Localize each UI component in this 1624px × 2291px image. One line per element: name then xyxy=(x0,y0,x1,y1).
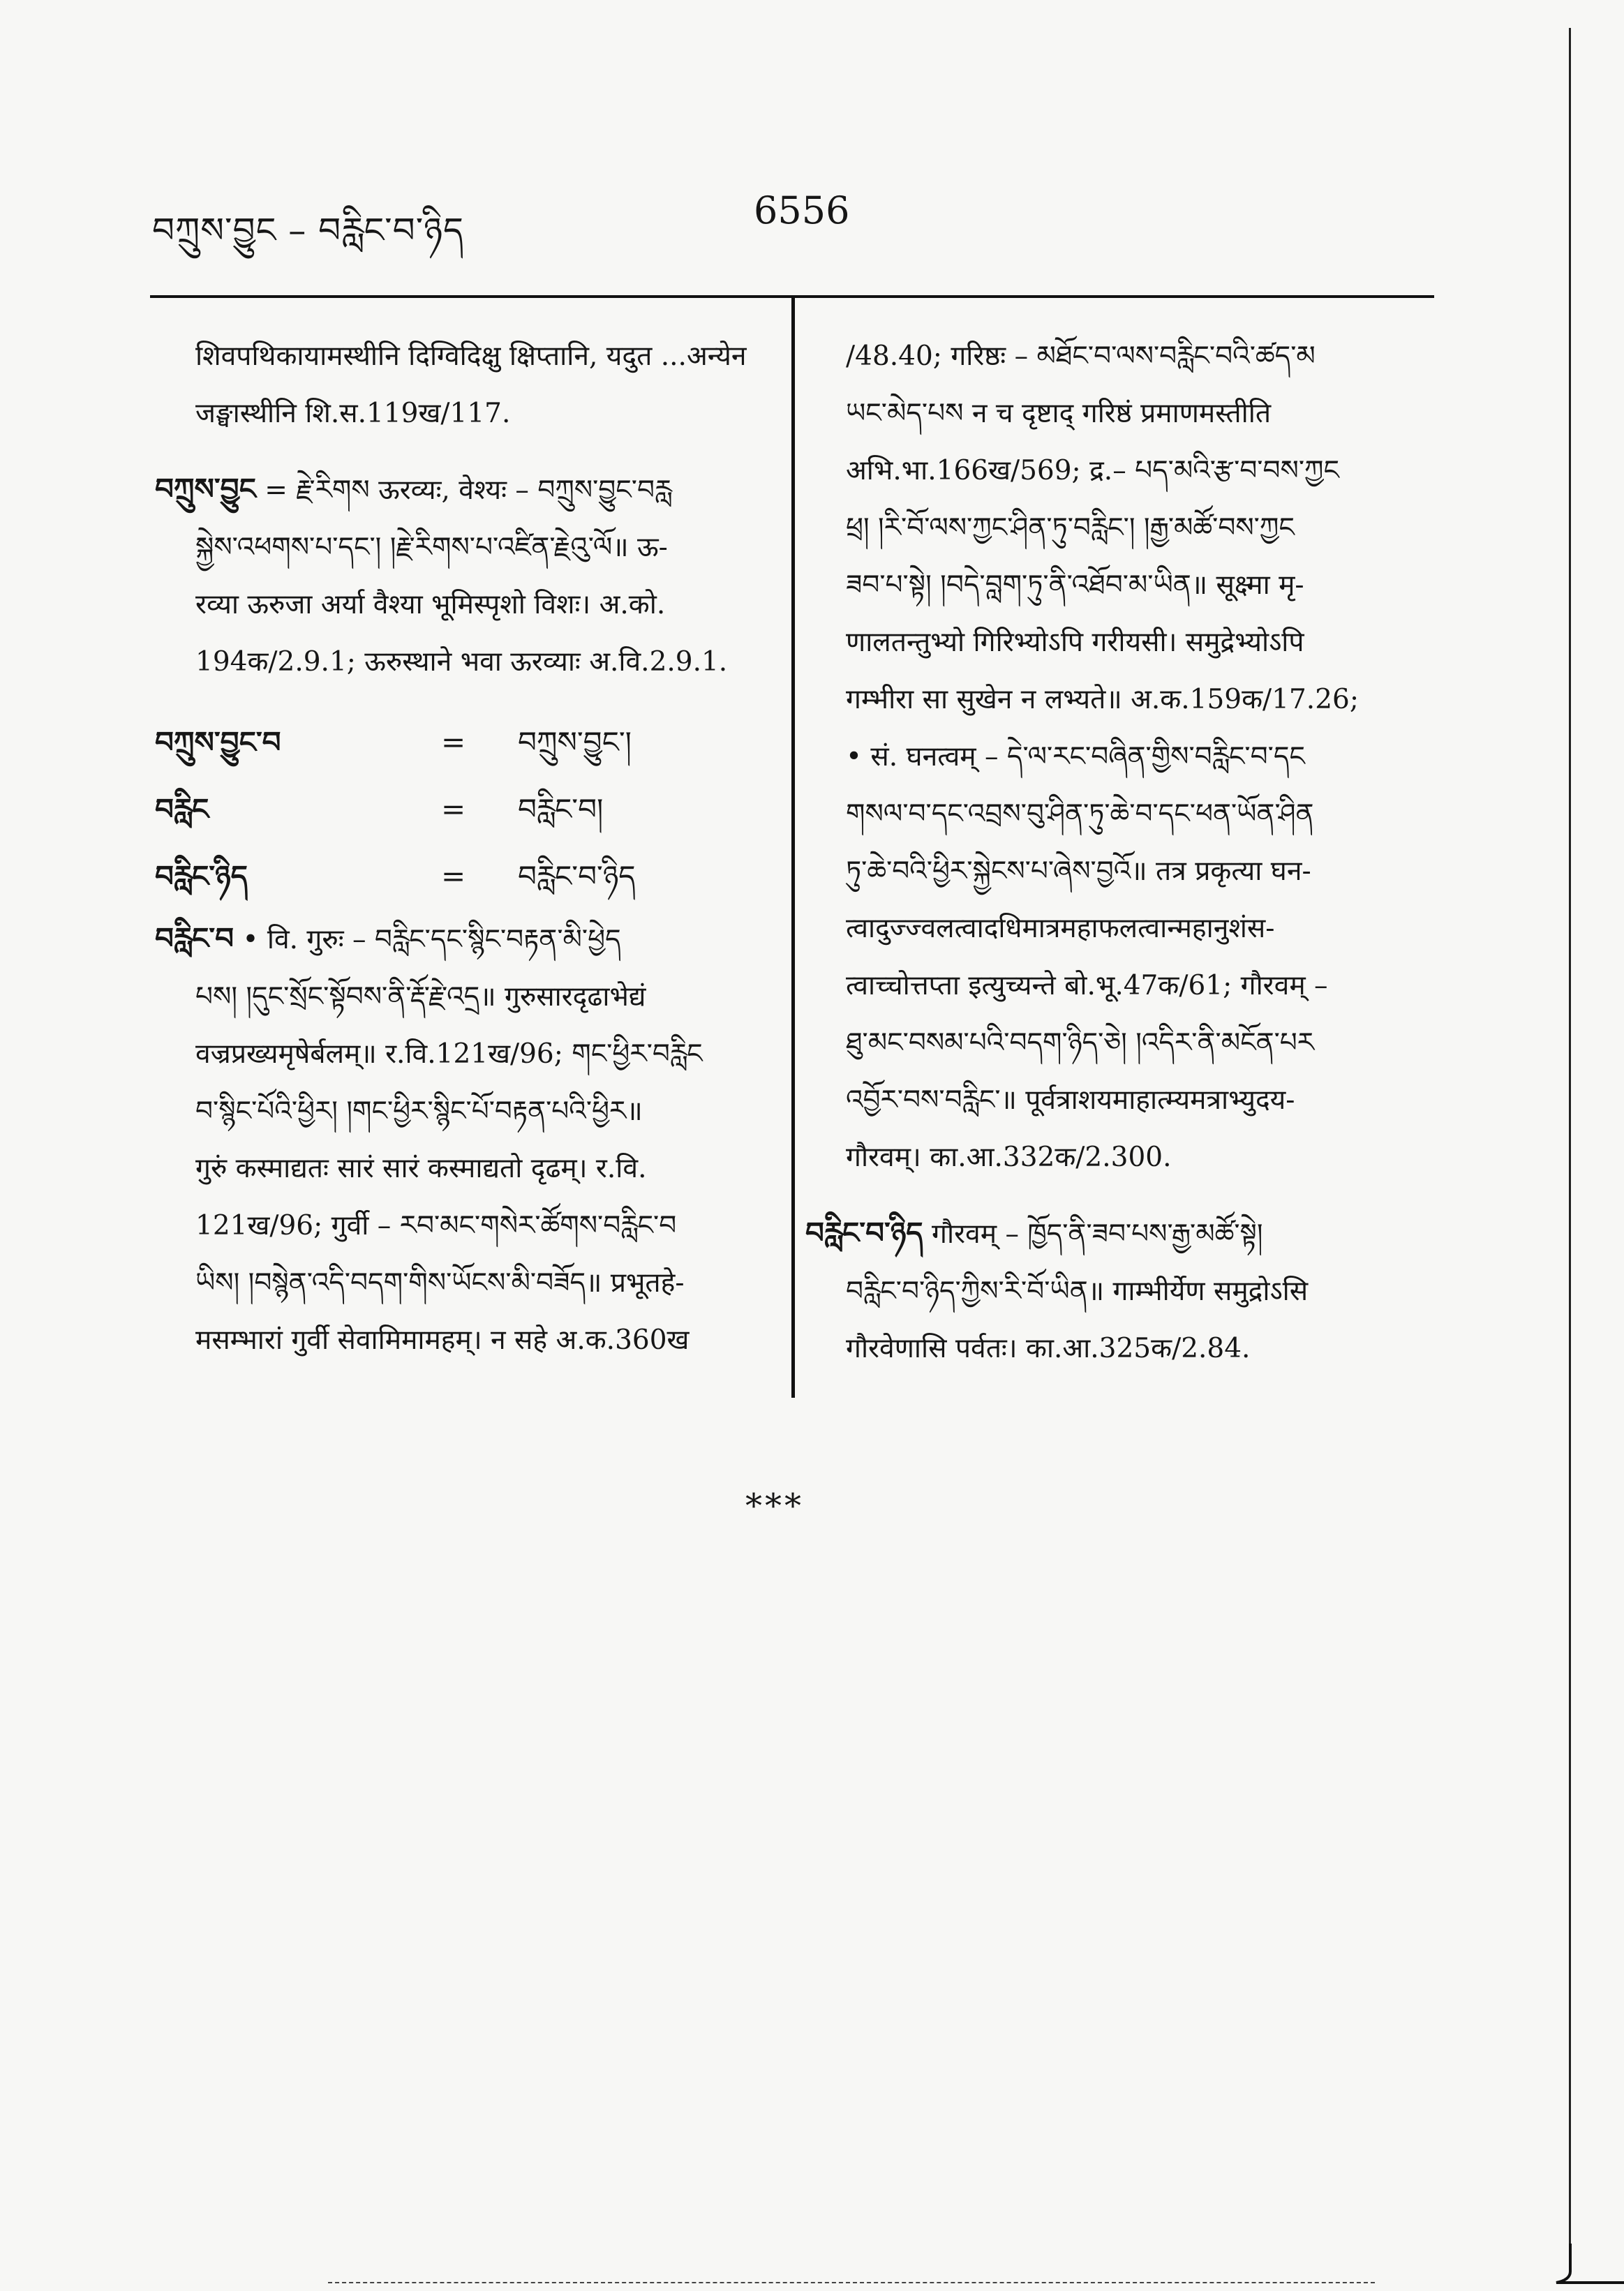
eq-rhs: བརླིང་བ་ཉིད xyxy=(518,859,636,893)
entry-line: པས། །དུང་སྲོང་སྟོབས་ནི་རྡོ་རྗེ་འདྲ॥ गुरुसारदृढाभेद्यं xyxy=(195,981,646,1013)
entry-line: • सं. घनत्वम् – དེ་ལ་རང་བཞིན་གྱིས་བརླིང་བ་དང xyxy=(846,741,1305,773)
entry-line: ཡིས། །བསྙེན་འདི་བདག་གིས་ཡོངས་མི་བཟོད॥ प्रभूतहे- xyxy=(195,1267,685,1299)
headword: བརླིང་བ་ཉིད xyxy=(805,1216,923,1250)
headword: བརླིང་བ xyxy=(155,921,234,955)
entry-line: वज्रप्रख्यमृषेर्बलम्॥ र.वि.121ख/96; གང་ཕྱིར་བརླིང xyxy=(195,1038,703,1070)
page-number: 6556 xyxy=(754,188,850,232)
entry-line: 121ख/96; गुर्वी – རབ་མང་གསེར་ཚོགས་བརླིང་བ xyxy=(195,1210,677,1241)
entry-line: འབྱོར་བས་བརླིང་॥ पूर्वत्राशयमाहात्म्यमत्राभ्युदय- xyxy=(846,1084,1295,1116)
continuation-text xyxy=(155,328,776,442)
entry-line: ཐུ་མང་བསམ་པའི་བདག་ཉིད་ཅེ། །འདིར་ནི་མངོན་པར xyxy=(846,1027,1315,1059)
entry-line: = རྗེ་རིགས ऊरव्यः, वेश्यः – བཀྲུས་བྱུང་བརླ xyxy=(265,475,672,506)
entry-line: ཟབ་པ་སྟེ། །བདེ་བླག་ཏུ་ནི་འཐོབ་མ་ཡིན॥ सूक्ष्मा मृ- xyxy=(846,569,1304,601)
right-column xyxy=(805,328,1439,1396)
entry-line: णालतन्तुभ्यो गिरिभ्योऽपि गरीयसी। समुद्रेभ्योऽपि xyxy=(846,627,1304,658)
entry-line: • वि. गुरुः – བརླིང་དང་སྙིང་བརྟན་མི་ཕྱེད xyxy=(242,924,621,955)
entry-bkrus-byung xyxy=(155,461,776,691)
entry-line: रव्या ऊरुजा अर्या वैश्या भूमिस्पृशो विशः। अ.को. xyxy=(195,589,666,620)
continuation-paragraph: शिवपथिकायामस्थीनि दिग्विदिक्षु क्षिप्तानि, यदुत ...अन्येन जङ्घास्थीनि शि.स.119ख/117. xyxy=(195,341,747,429)
entry-brling-ba-nyid xyxy=(805,1204,1439,1378)
eq-rhs: བརླིང་བ། xyxy=(518,792,604,826)
section-separator: *** xyxy=(745,1486,804,1525)
entry-line: ཕྲ། །རི་བོ་ལས་ཀྱང་ཤིན་ཏུ་བརླིང་། །རྒྱ་མཚོ་བས་ཀྱང xyxy=(846,512,1295,544)
eq-symbol: = xyxy=(441,859,466,893)
entry-line: གསལ་བ་དང་འབྲས་བུ་ཤིན་ཏུ་ཆེ་བ་དང་ཕན་ཡོན་ཤིན xyxy=(846,798,1314,830)
entry-line: /48.40; गरिष्ठः – མཐོང་བ་ལས་བརླིང་བའི་ཚད་མ xyxy=(846,341,1316,372)
eq-rhs: བཀྲུས་བྱུང་། xyxy=(518,725,632,759)
eq-lhs: བརླིང xyxy=(155,792,209,826)
entry-line: སྐྱེས་འཕགས་པ་དང་། །རྗེ་རིགས་པ་འཛིན་རྗེའུ་ལོ॥ ऊ- xyxy=(195,532,668,563)
running-head: བཀྲུས་བྱུང – བརླིང་བ་ཉིད xyxy=(152,210,464,251)
entry-line: गौरवम् – ཁྱོད་ནི་ཟབ་པས་རྒྱ་མཚོ་སྟེ། xyxy=(932,1218,1263,1250)
entry-line: त्वाच्चोत्तप्ता इत्युच्यन्ते बो.भू.47क/61; गौरवम् – xyxy=(846,970,1328,1001)
headword: བཀྲུས་བྱུང xyxy=(155,472,256,506)
column-divider xyxy=(791,295,795,1398)
footer-dashes xyxy=(328,2282,1375,2285)
eq-symbol: = xyxy=(441,792,466,826)
entry-line: गम्भीरा सा सुखेन न लभ्यते॥ अ.क.159क/17.26; xyxy=(846,684,1359,715)
entry-line: मसम्भारां गुर्वी सेवामिमामहम्। न सहे अ.क.360ख xyxy=(195,1324,690,1356)
entry-line: ཏུ་ཆེ་བའི་ཕྱིར་སྐྱེངས་པ་ཞེས་བྱའོ॥ तत्र प्रकृत्या घन- xyxy=(846,856,1311,887)
entry-line: त्वादुज्ज्वलत्वादधिमात्रमहाफलत्वान्महानुशंस- xyxy=(846,913,1275,944)
entry-line: བརླིང་བ་ཉིད་ཀྱིས་རི་བོ་ཡིན॥ गाम्भीर्येण समुद्रोऽसि xyxy=(846,1276,1309,1307)
entry-brling-ba xyxy=(155,910,776,1369)
equivalence-row xyxy=(155,843,776,910)
page-curl-mark xyxy=(1542,2244,1624,2285)
eq-symbol: = xyxy=(441,725,466,759)
entry-line: गौरवेणासि पर्वतः। का.आ.325क/2.84. xyxy=(846,1333,1251,1364)
entry-line: गौरवम्। का.आ.332क/2.300. xyxy=(846,1142,1172,1173)
entry-line: गुरुं कस्माद्यतः सारं सारं कस्माद्यतो दृढम्। र.वि. xyxy=(195,1153,647,1184)
page-edge-line xyxy=(1569,28,1571,2247)
entry-line: 194क/2.9.1; ऊरुस्थाने भवा ऊरव्याः अ.वि.2.9.1. xyxy=(195,646,728,678)
entry-line: བ་སྙིང་པོའི་ཕྱིར། །གང་ཕྱིར་སྙིང་པོ་བརྟན་པའི་ཕྱིར॥ xyxy=(195,1096,643,1127)
eq-lhs: བཀྲུས་བྱུང་བ xyxy=(155,725,281,759)
eq-lhs: བརླིང་ཉིད xyxy=(155,859,248,893)
entry-line: अभि.भा.166ख/569; द्र.– པད་མའི་རྩ་བ་བས་ཀྱང xyxy=(846,455,1339,486)
left-column xyxy=(155,328,776,1387)
entry-brling-ba-continued xyxy=(846,328,1439,1186)
entry-line: ཡང་མེད་པས न च दृष्टाद् गरिष्ठं प्रमाणमस्तीति xyxy=(846,398,1272,429)
equivalence-row xyxy=(155,776,776,843)
equivalence-row xyxy=(155,709,776,776)
